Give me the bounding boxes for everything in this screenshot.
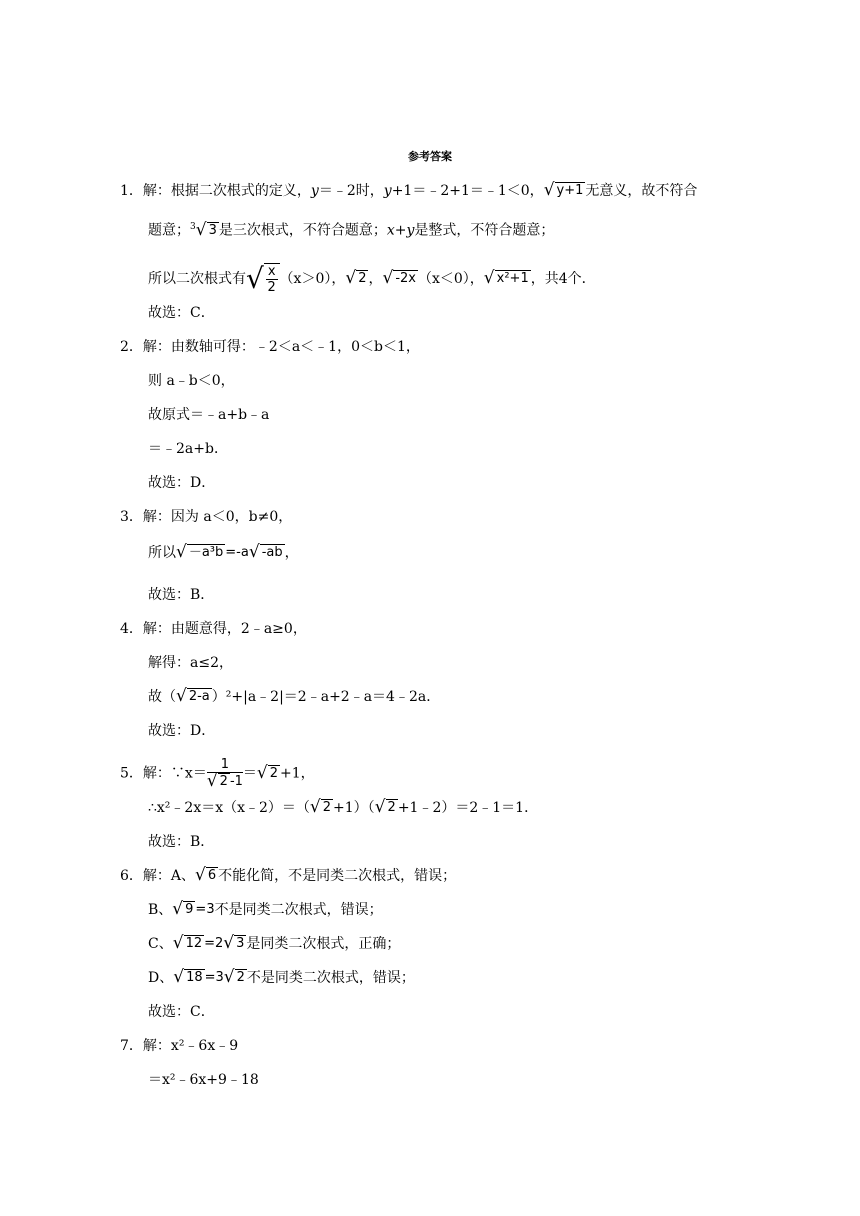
- sqrt-expr: √ 3: [223, 933, 245, 953]
- q5-line1: 5．解：∵x＝ $\frac{1}{√ 2 -1}$ ＝√ 2 +1，: [120, 757, 315, 791]
- sqrt-expr: √ 2: [374, 797, 396, 817]
- q6-line-a: 6．解：A、√ 6 不能化简，不是同类二次根式，错误；: [120, 865, 457, 885]
- q2-line2: 则 a﹣b＜0，: [148, 373, 235, 389]
- radical-icon: √: [382, 268, 394, 288]
- q1-num: 1．: [120, 183, 143, 199]
- radical-icon: √: [176, 542, 187, 562]
- q7-num: 7．: [120, 1038, 143, 1054]
- q2-line1: 2．解：由数轴可得：﹣2＜a＜﹣1，0＜b＜1，: [120, 339, 420, 355]
- q6-line-d: D、√ 18 =3√ 2 不是同类二次根式，错误；: [148, 967, 415, 987]
- q3-num: 3．: [120, 509, 143, 525]
- radical-icon: √: [176, 686, 187, 706]
- q3-line1: 3．解：因为 a＜0，b≠0，: [120, 509, 293, 525]
- sqrt-expr: √ 12: [172, 933, 203, 953]
- q6-line-b: B、√ 9 =3不是同类二次根式，错误；: [148, 899, 383, 919]
- sqrt-expr: √ -ab: [248, 542, 283, 562]
- q4-num: 4．: [120, 621, 143, 637]
- q4-line2: 解得：a≤2，: [148, 655, 233, 671]
- radical-icon: √: [483, 268, 495, 288]
- radical-icon: √: [223, 967, 235, 987]
- sqrt-expr: √ y+1: [543, 180, 584, 200]
- q4-line1: 4．解：由题意得，2﹣a≥0，: [120, 621, 307, 637]
- sqrt-expr: √ －a³b: [176, 542, 224, 562]
- radical-icon: √: [543, 180, 555, 200]
- q4-line3: 故（√ 2-a ）²+|a﹣2|＝2﹣a+2﹣a＝4﹣2a．: [148, 686, 441, 706]
- sqrt-expr: √ 18: [173, 967, 203, 987]
- sqrt-expr: √ 2: [256, 762, 279, 783]
- q1-line1: 1．解：根据二次根式的定义，y＝﹣2时，y+1＝﹣2+1＝﹣1＜0，√ y+1 无意义，故不符合: [120, 180, 698, 200]
- q7-line2: ＝x²﹣6x+9﹣18: [148, 1072, 259, 1088]
- radical-icon: √: [195, 865, 206, 885]
- sqrt-expr: √ 2: [206, 771, 228, 791]
- q1-line2: 题意；$^3$√ 3 是三次根式，不符合题意；x+y是整式，不符合题意；: [148, 219, 555, 240]
- q3-line2: 所以√ －a³b =-a√ -ab ，: [148, 542, 299, 562]
- radical-icon: √: [172, 933, 184, 953]
- sqrt-expr: √ 6: [195, 865, 217, 885]
- radical-icon: √: [206, 771, 218, 791]
- page-title: 参考答案: [408, 150, 452, 163]
- q5-num: 5．: [120, 765, 143, 782]
- q1-answer: 故选：C．: [148, 305, 215, 321]
- q5-line2: ∴x²﹣2x＝x（x﹣2）＝（√ 2 +1）（√ 2 +1﹣2）＝2﹣1＝1．: [148, 797, 539, 817]
- sqrt-expr: √ 2: [345, 268, 367, 288]
- sqrt-expr: √ 2: [309, 797, 332, 817]
- q2-answer: 故选：D．: [148, 475, 216, 491]
- q7-line1: 7．解：x²﹣6x﹣9: [120, 1038, 239, 1054]
- radical-icon: √: [345, 268, 357, 288]
- radical-icon: √: [374, 797, 386, 817]
- sqrt-fraction-expr: [246, 263, 280, 295]
- radical-icon: √: [195, 219, 207, 240]
- radical-icon: √: [256, 762, 268, 783]
- q6-num: 6．: [120, 868, 143, 884]
- fraction: $\frac{1}{√ 2 -1}$: [206, 757, 243, 791]
- radical-icon: √: [248, 542, 260, 562]
- q6-line-c: C、√ 12 =2√ 3 是同类二次根式，正确；: [148, 933, 401, 953]
- q4-answer: 故选：D．: [148, 723, 216, 739]
- cube-root-expr: √ 3: [195, 219, 217, 240]
- q5-answer: 故选：B．: [148, 834, 215, 850]
- radical-icon: √: [246, 262, 264, 295]
- radical-icon: √: [223, 933, 235, 953]
- sqrt-expr: √ 2-a: [176, 686, 210, 706]
- sqrt-expr: √ 2: [223, 967, 245, 987]
- sqrt-expr: √ x²+1: [483, 268, 529, 288]
- radical-icon: √: [173, 967, 185, 987]
- sqrt-expr: √ 9: [172, 899, 194, 919]
- q3-answer: 故选：B．: [148, 587, 215, 603]
- q1-line3: 所以二次根式有√ $\frac{x}{2}$ （x＞0），√ 2 ，√ -2x （x＜0），√ x²+1 ，共4个．: [148, 262, 596, 295]
- radical-icon: √: [172, 899, 184, 919]
- q2-line3: 故原式＝﹣a+b﹣a: [148, 407, 270, 423]
- radical-icon: √: [309, 797, 321, 817]
- q6-answer: 故选：C．: [148, 1004, 215, 1020]
- sqrt-expr: √ -2x: [382, 268, 416, 288]
- q2-num: 2．: [120, 339, 143, 355]
- fraction: $\frac{x}{2}$: [267, 264, 276, 295]
- q2-line4: ＝﹣2a+b．: [148, 441, 228, 457]
